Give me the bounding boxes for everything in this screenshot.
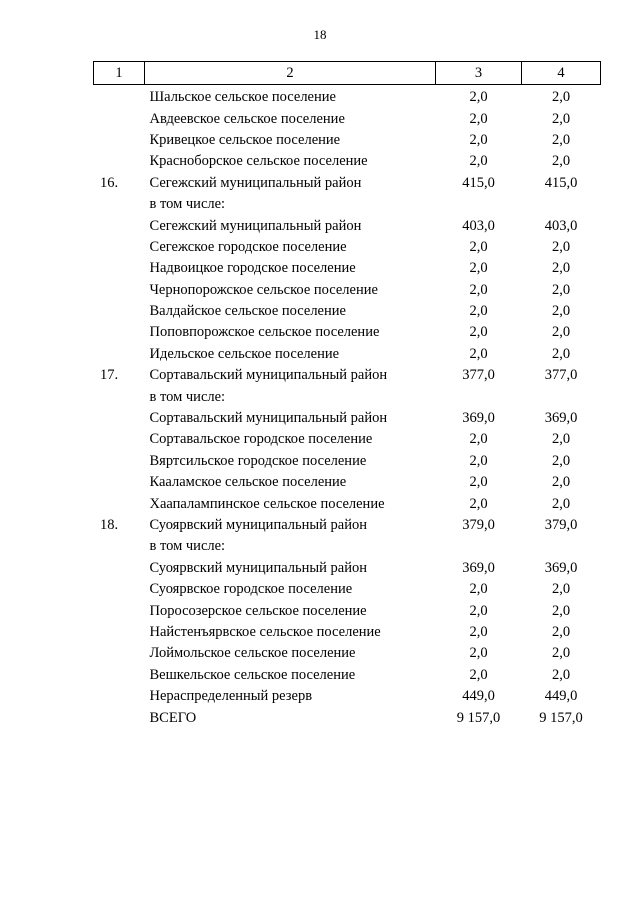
row-value-col3: 9 157,0 (456, 709, 501, 726)
table-row (94, 493, 601, 514)
row-number (94, 665, 145, 686)
row-value-col3: 2,0 (469, 602, 488, 619)
row-value-col4: 449,0 (544, 688, 578, 705)
row-name: Лоймольское сельское поселение (149, 645, 356, 662)
row-name: Вешкельское сельское поселение (149, 666, 356, 683)
header-col-2: 2 (145, 62, 436, 85)
row-name: Красноборское сельское поселение (149, 153, 368, 170)
header-col-1: 1 (94, 62, 145, 85)
row-number (94, 536, 145, 557)
row-number (94, 301, 145, 322)
row-name: Нераспределенный резерв (149, 688, 313, 705)
header-col-4: 4 (522, 62, 601, 85)
row-number (94, 600, 145, 621)
row-value-col3: 403,0 (462, 217, 495, 234)
row-name: Сортавальское городское поселение (149, 431, 373, 448)
table-row (94, 322, 601, 343)
table-row (94, 365, 601, 386)
row-value-col4: 2,0 (551, 666, 571, 683)
table-row (94, 301, 601, 322)
row-value-col3: 2,0 (469, 431, 488, 448)
row-name: Надвоицкое городское поселение (149, 260, 356, 277)
row-number (94, 643, 145, 664)
row-number (94, 130, 145, 151)
row-value-col4: 9 157,0 (539, 709, 583, 726)
table-row (94, 215, 601, 236)
row-value-col4: 2,0 (551, 303, 571, 320)
row-value-col3 (436, 194, 522, 215)
row-value-col3 (436, 386, 522, 407)
row-name: Поросозерское сельское поселение (149, 602, 367, 619)
row-value-col3: 2,0 (469, 345, 488, 362)
row-value-col4: 2,0 (551, 452, 571, 469)
row-value-col3: 369,0 (462, 410, 495, 427)
row-value-col4: 2,0 (551, 431, 571, 448)
row-value-col4 (522, 194, 601, 215)
row-value-col4 (522, 386, 601, 407)
row-value-col3: 369,0 (462, 559, 495, 576)
page-number: 18 (313, 27, 327, 42)
row-number (94, 322, 145, 343)
table-row (94, 665, 601, 686)
table-row (94, 579, 601, 600)
row-value-col4 (522, 536, 601, 557)
table-row (94, 600, 601, 621)
row-name: Кааламское сельское поселение (149, 474, 347, 491)
row-number: 18. (99, 517, 119, 533)
row-value-col3: 2,0 (469, 303, 488, 320)
row-number (94, 558, 145, 579)
row-value-col4: 2,0 (551, 153, 571, 170)
row-value-col3: 2,0 (469, 581, 488, 598)
row-value-col3: 2,0 (469, 324, 488, 341)
table-row (94, 173, 601, 194)
row-name: Сегежский муниципальный район (149, 217, 362, 234)
row-name: Валдайское сельское поселение (149, 303, 346, 320)
row-value-col4: 377,0 (544, 367, 578, 384)
row-value-col4: 2,0 (551, 89, 571, 106)
table-row (94, 472, 601, 493)
row-value-col4: 2,0 (551, 623, 571, 640)
row-name: Сортавальский муниципальный район (149, 367, 388, 384)
table-body (94, 85, 601, 729)
row-value-col4: 2,0 (551, 581, 571, 598)
row-number (94, 408, 145, 429)
row-number (94, 151, 145, 172)
row-name: Суоярвский муниципальный район (149, 517, 367, 533)
row-value-col4: 415,0 (544, 174, 578, 191)
row-name: в том числе: (149, 538, 226, 555)
row-name: Шальское сельское поселение (149, 89, 336, 106)
header-row (94, 62, 601, 85)
row-name: ВСЕГО (149, 709, 197, 726)
row-number (94, 108, 145, 129)
table-row (94, 386, 601, 407)
row-value-col3: 415,0 (462, 174, 495, 191)
row-name: Кривецкое сельское поселение (149, 131, 341, 148)
allocation-table (93, 61, 601, 729)
table-row (94, 344, 601, 365)
row-number (94, 451, 145, 472)
row-value-col3: 2,0 (469, 452, 488, 469)
row-value-col3: 2,0 (469, 495, 488, 512)
row-name: Идельское сельское поселение (149, 345, 340, 362)
row-name: Сегежское городское поселение (149, 238, 347, 255)
row-value-col4: 2,0 (551, 281, 571, 298)
row-value-col3: 449,0 (462, 688, 495, 705)
row-number (94, 429, 145, 450)
row-number (94, 344, 145, 365)
row-value-col4: 2,0 (551, 645, 571, 662)
row-value-col3: 2,0 (469, 623, 488, 640)
row-name: Найстенъярвское сельское поселение (149, 623, 381, 640)
row-value-col3: 2,0 (469, 110, 488, 127)
table-row (94, 515, 601, 536)
row-name: Поповпорожское сельское поселение (149, 324, 380, 341)
header-col-3: 3 (436, 62, 522, 85)
row-number (94, 686, 145, 707)
row-number (94, 386, 145, 407)
row-value-col3: 2,0 (469, 474, 488, 491)
row-number (94, 472, 145, 493)
table-row (94, 237, 601, 258)
row-value-col3: 377,0 (462, 367, 495, 384)
row-value-col4: 2,0 (551, 238, 571, 255)
row-number (94, 194, 145, 215)
table-row (94, 536, 601, 557)
row-value-col3: 379,0 (462, 517, 495, 533)
row-name: Сортавальский муниципальный район (149, 410, 388, 427)
row-value-col3: 2,0 (469, 666, 488, 683)
row-number (94, 280, 145, 301)
table-row (94, 451, 601, 472)
table-row (94, 258, 601, 279)
row-name: Суоярвский муниципальный район (149, 559, 367, 576)
table-row (94, 622, 601, 643)
row-name: Чернопорожское сельское поселение (149, 281, 378, 298)
row-name: Суоярвское городское поселение (149, 581, 353, 598)
row-value-col4: 2,0 (551, 260, 571, 277)
table-row (94, 408, 601, 429)
table-row (94, 558, 601, 579)
row-value-col3 (436, 536, 522, 557)
row-value-col4: 2,0 (551, 345, 571, 362)
row-name: в том числе: (149, 388, 226, 405)
row-name: Авдеевское сельское поселение (149, 110, 345, 127)
row-value-col3: 2,0 (469, 89, 488, 106)
row-number (94, 579, 145, 600)
row-number (94, 622, 145, 643)
row-value-col3: 2,0 (469, 238, 488, 255)
row-name: Сегежский муниципальный район (149, 174, 362, 191)
table-row (94, 643, 601, 664)
table-row (94, 194, 601, 215)
table-row (94, 686, 601, 707)
row-number (94, 237, 145, 258)
row-value-col4: 369,0 (544, 559, 578, 576)
row-value-col4: 2,0 (551, 110, 571, 127)
row-value-col4: 369,0 (544, 410, 578, 427)
row-number (94, 215, 145, 236)
table-row (94, 85, 601, 109)
row-value-col3: 2,0 (469, 281, 488, 298)
row-value-col4: 2,0 (551, 474, 571, 491)
table-row (94, 280, 601, 301)
row-name: в том числе: (149, 196, 226, 213)
row-number: 17. (99, 367, 119, 384)
table-row (94, 429, 601, 450)
row-value-col4: 379,0 (544, 517, 578, 533)
table-row (94, 130, 601, 151)
row-value-col3: 2,0 (469, 131, 488, 148)
row-number: 16. (99, 174, 119, 191)
table-header (94, 62, 601, 85)
row-value-col3: 2,0 (469, 153, 488, 170)
row-number (94, 707, 145, 728)
row-number (94, 493, 145, 514)
row-value-col3: 2,0 (469, 260, 488, 277)
row-value-col4: 2,0 (551, 495, 571, 512)
row-name: Хаапалампинское сельское поселение (149, 495, 385, 512)
table-row (94, 108, 601, 129)
row-name: Вяртсильское городское поселение (149, 452, 367, 469)
row-number (94, 85, 145, 109)
row-value-col4: 2,0 (551, 324, 571, 341)
table-row (94, 151, 601, 172)
row-value-col4: 2,0 (551, 131, 571, 148)
row-number (94, 258, 145, 279)
table-row (94, 707, 601, 728)
row-value-col4: 403,0 (544, 217, 578, 234)
row-value-col4: 2,0 (551, 602, 571, 619)
row-value-col3: 2,0 (469, 645, 488, 662)
